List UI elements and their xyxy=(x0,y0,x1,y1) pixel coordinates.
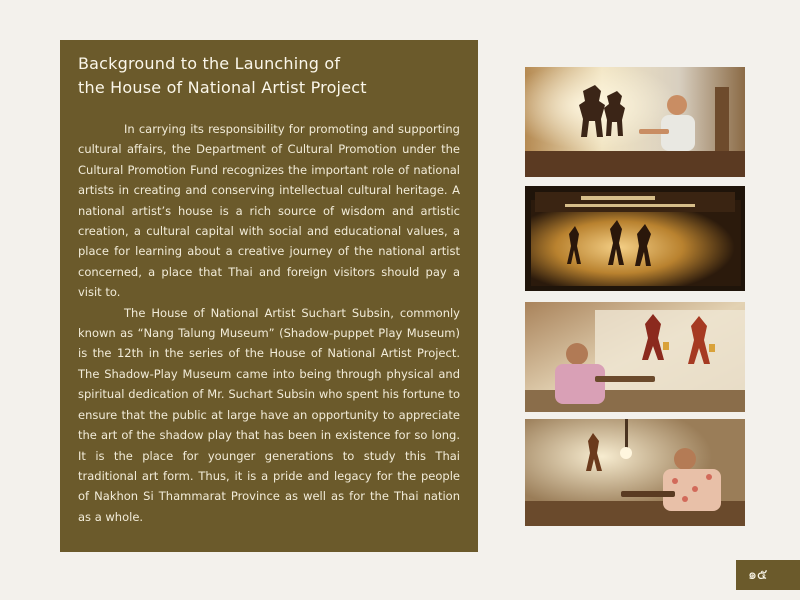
photo-shadow-play-screen xyxy=(525,186,745,291)
photo-puppet-maker-seated xyxy=(525,302,745,412)
photo-puppet-carver xyxy=(525,419,745,526)
page-number: ๑๕ xyxy=(736,560,800,590)
article-title xyxy=(78,52,460,100)
article-paragraph-2: The House of National Artist Suchart Subsin, commonly known as “Nang Talung Museum” (Shadow-puppet Play Museum) is the 12th in the series of the House of National Artist Project. The Shadow-Play Museum came into being through physical and spiritual dedication of Mr. Suchart Subsin who spent his fortune to ensure that the public at large have an opportunity to appreciate the art of the shadow play that has been in existence for so long. It is the place for younger generations to study this Thai traditional art form. Thus, it is a pride and legacy for the people of Nakhon Si Thammarat Province as well as for the Thai nation as a whole. xyxy=(78,305,460,524)
article-title-line-2: the House of National Artist Project xyxy=(78,78,367,97)
article-panel xyxy=(60,40,478,552)
photo-puppet-performer xyxy=(525,67,745,177)
article-title-line-1: Background to the Launching of xyxy=(78,54,341,73)
article-paragraph-1: In carrying its responsibility for promoting and supporting cultural affairs, the Department of Cultural Promotion under the Cultural Promotion Fund recognizes the important role of national artists in creating and conserving intellectual cultural heritage. A national artist’s house is a rich source of wisdom and artistic creation, a cultural capital with social and educational values, a place for learning about a creative journey of the national artist concerned, a place that Thai and foreign visitors should pay a visit to. xyxy=(78,122,460,300)
